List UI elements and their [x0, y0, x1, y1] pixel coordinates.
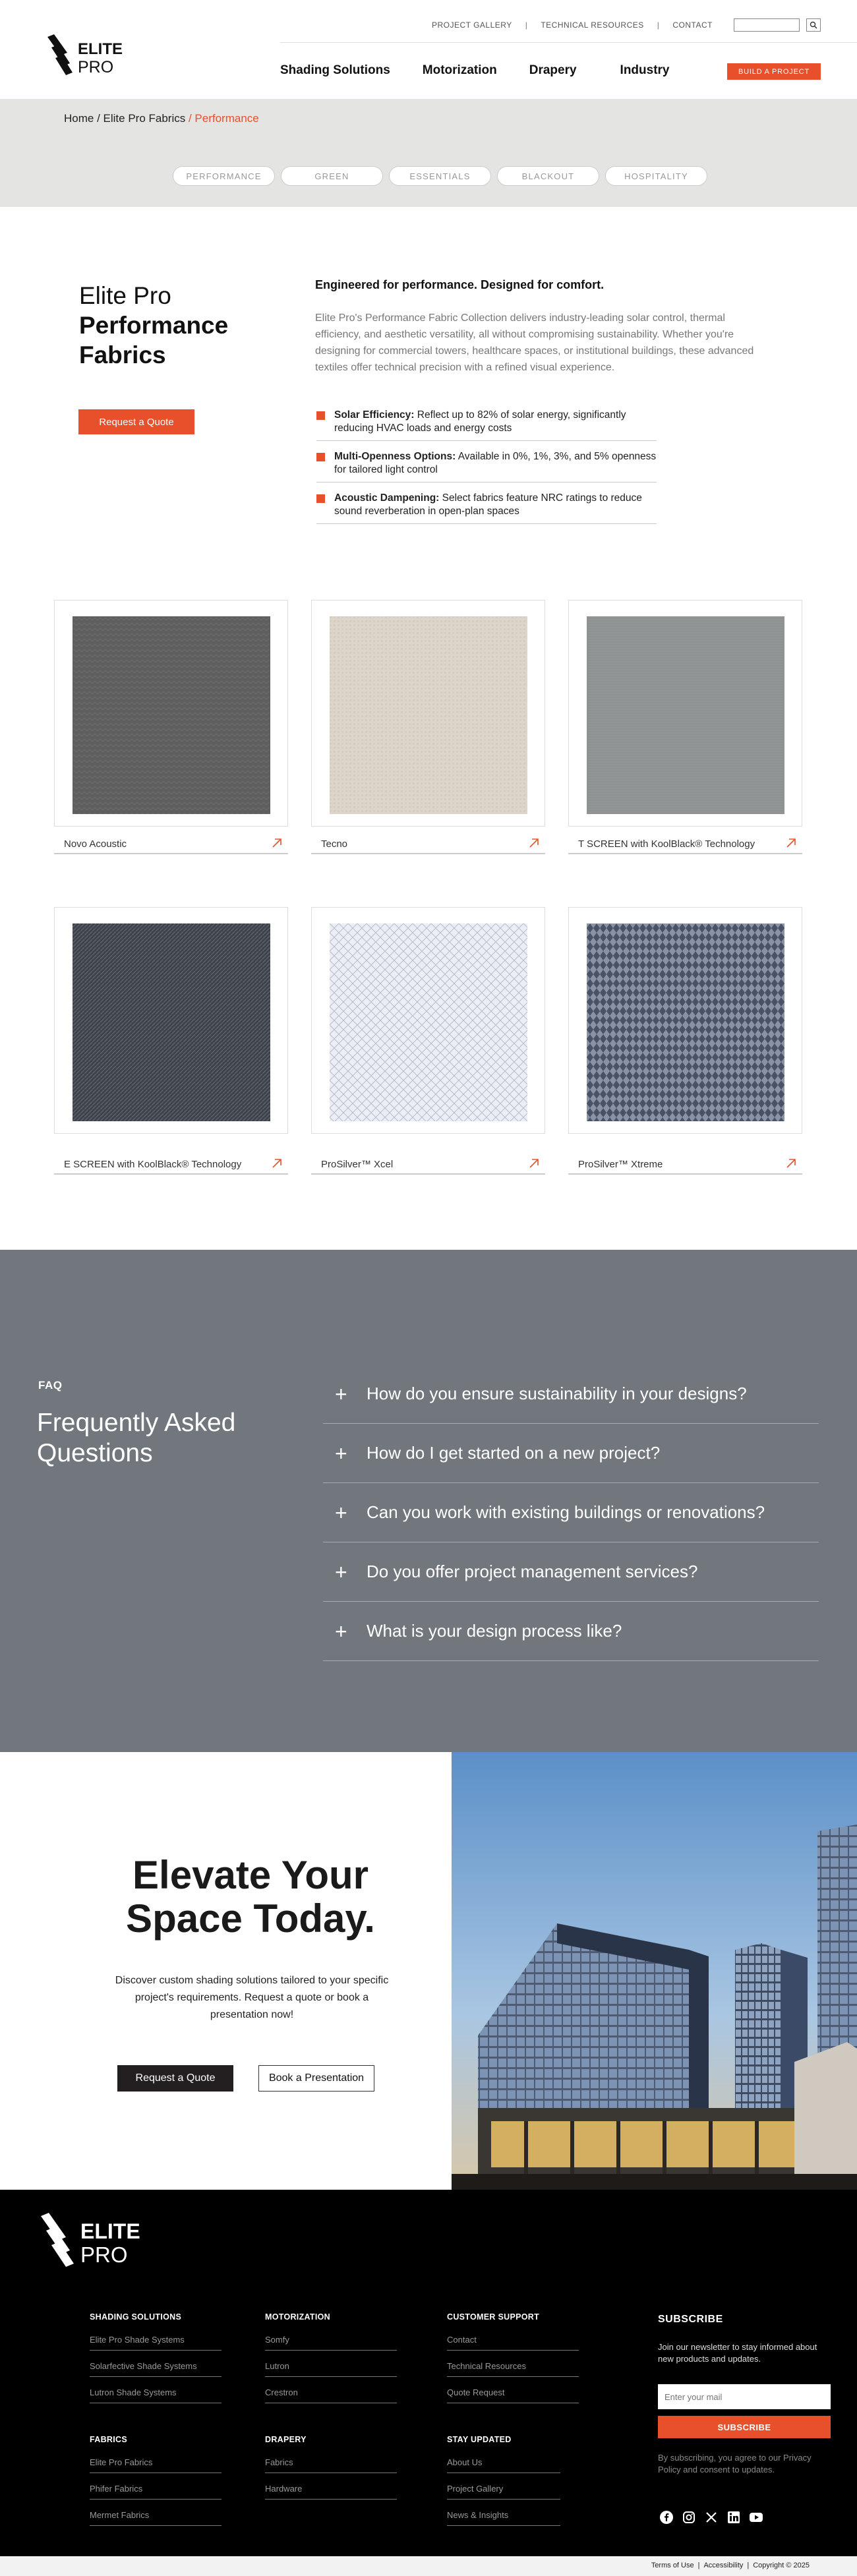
fabric-swatch: [587, 616, 784, 814]
legal-links: [651, 2561, 810, 2569]
feature-text: Available in 0%, 1%, 3%, and 5% openness for tailored light control: [334, 451, 657, 475]
newsletter-email-input[interactable]: [658, 2384, 831, 2409]
product-name: ProSilver™ Xtreme: [578, 1159, 663, 1170]
feature-title: Multi-Openness Options:: [334, 451, 456, 462]
product-name: T SCREEN with KoolBlack® Technology: [578, 838, 755, 850]
faq-title-line: Frequently Asked: [37, 1409, 236, 1437]
footer-link[interactable]: Lutron Shade Systems: [90, 2386, 222, 2403]
product-card[interactable]: [311, 600, 545, 827]
product-link[interactable]: [568, 836, 802, 854]
faq-title-line: Questions: [37, 1439, 153, 1467]
footer-heading: DRAPERY: [265, 2435, 307, 2444]
faq-item[interactable]: [323, 1424, 819, 1483]
nav-industry[interactable]: Industry: [620, 63, 670, 77]
product-card[interactable]: [568, 600, 802, 827]
bullet-square-icon: [316, 411, 325, 420]
page-title: [79, 281, 228, 370]
arrow-up-right-icon: [271, 837, 283, 849]
tab-performance[interactable]: PERFORMANCE: [173, 166, 275, 186]
breadcrumb-separator: /: [185, 112, 195, 125]
search-box: [734, 18, 821, 32]
site-footer: [0, 2190, 857, 2576]
fabric-tabs: [173, 166, 713, 186]
x-icon[interactable]: [704, 2510, 719, 2525]
product-name: Tecno: [321, 838, 348, 850]
footer-heading: MOTORIZATION: [265, 2312, 330, 2322]
separator: |: [697, 2561, 700, 2569]
subscribe-text: Join our newsletter to stay informed about new products and updates.: [658, 2342, 817, 2364]
breadcrumb: [64, 112, 259, 125]
footer-heading: CUSTOMER SUPPORT: [447, 2312, 539, 2322]
plus-icon: +: [335, 1560, 347, 1584]
footer-column-shading: [90, 2312, 222, 2413]
product-link[interactable]: [54, 836, 288, 854]
title-line-bold: Performance: [79, 312, 229, 339]
footer-column-updates: [447, 2435, 560, 2535]
faq-section: [0, 1250, 857, 1752]
feature-item: [316, 407, 657, 441]
breadcrumb-fabrics[interactable]: Elite Pro Fabrics: [103, 112, 186, 125]
nav-shading-solutions[interactable]: Shading Solutions: [280, 63, 390, 77]
cta-title-line: Elevate Your: [133, 1853, 369, 1897]
building-photo: [452, 1752, 857, 2190]
product-card[interactable]: [311, 907, 545, 1134]
terms-link[interactable]: Terms of Use: [651, 2561, 694, 2569]
footer-link[interactable]: Hardware: [265, 2482, 397, 2500]
elite-pro-logo[interactable]: [47, 33, 133, 79]
footer-column-fabrics: [90, 2435, 222, 2535]
cta-title: [92, 1854, 409, 1941]
cta-title-line: Space Today.: [126, 1896, 375, 1941]
svg-text:PRO: PRO: [78, 58, 114, 76]
product-name: Novo Acoustic: [64, 838, 127, 850]
arrow-up-right-icon: [528, 837, 540, 849]
search-icon: [810, 21, 817, 29]
request-quote-button[interactable]: Request a Quote: [117, 2065, 233, 2092]
footer-link[interactable]: Crestron: [265, 2386, 397, 2403]
category-band: [0, 99, 857, 207]
legal-bar: [0, 2556, 857, 2576]
instagram-icon[interactable]: [682, 2510, 696, 2525]
footer-column-motorization: [265, 2312, 397, 2413]
faq-question: How do you ensure sustainability in your designs?: [367, 1384, 747, 1403]
subscribe-button[interactable]: SUBSCRIBE: [658, 2416, 831, 2438]
header-divider: [280, 42, 857, 43]
product-card[interactable]: [54, 600, 288, 827]
product-card[interactable]: [568, 907, 802, 1134]
footer-heading: STAY UPDATED: [447, 2435, 512, 2444]
faq-list: [323, 1364, 819, 1661]
footer-link[interactable]: Elite Pro Shade Systems: [90, 2333, 222, 2351]
feature-item: [316, 490, 657, 524]
intro-headline: Engineered for performance. Designed for comfort.: [315, 278, 605, 291]
intro-description: Elite Pro's Performance Fabric Collection delivers industry-leading solar control, thermal efficiency, and aesthetic versatility, all without compromising sustainability. Whether you're designing for commercial towers, healthcare spaces, or institutional buildings, these advanced textiles offer technical precision with a refined visual experience.: [315, 312, 754, 373]
faq-question: Can you work with existing buildings or renovations?: [367, 1502, 765, 1522]
footer-link[interactable]: Project Gallery: [447, 2482, 560, 2500]
plus-icon: +: [335, 1441, 347, 1465]
nav-motorization[interactable]: Motorization: [422, 63, 497, 77]
svg-text:ELITE: ELITE: [80, 2219, 140, 2243]
subscribe-note: By subscribing, you agree to our Privacy Policy and consent to updates.: [658, 2453, 812, 2474]
footer-link[interactable]: Lutron: [265, 2360, 397, 2377]
build-project-button[interactable]: BUILD A PROJECT: [727, 63, 821, 80]
separator: |: [525, 20, 528, 30]
fabric-swatch: [73, 923, 270, 1121]
title-line-bold: Fabrics: [79, 341, 166, 368]
arrow-up-right-icon: [785, 1157, 797, 1169]
cta-section: [0, 1752, 857, 2190]
separator: |: [747, 2561, 750, 2569]
book-presentation-button[interactable]: Book a Presentation: [258, 2065, 374, 2092]
nav-drapery[interactable]: Drapery: [529, 63, 577, 77]
feature-text: Reflect up to 82% of solar energy, significantly reducing HVAC loads and energy costs: [334, 409, 626, 434]
breadcrumb-separator: /: [94, 112, 103, 125]
accessibility-link[interactable]: Accessibility: [703, 2561, 744, 2569]
feature-list: [316, 407, 657, 532]
footer-link[interactable]: Technical Resources: [447, 2360, 579, 2377]
product-link[interactable]: [568, 1156, 802, 1175]
product-link[interactable]: [54, 1156, 288, 1175]
top-link-contact[interactable]: CONTACT: [672, 20, 713, 30]
plus-icon: +: [335, 1382, 347, 1406]
cta-description: Discover custom shading solutions tailored to your specific project's requirements. Request a quote or book a presentation now!: [115, 1975, 389, 2020]
utility-nav: [432, 18, 821, 32]
tab-essentials[interactable]: ESSENTIALS: [389, 166, 491, 186]
product-name: E SCREEN with KoolBlack® Technology: [64, 1159, 242, 1170]
footer-link[interactable]: Quote Request: [447, 2386, 579, 2403]
top-link-technical-resources[interactable]: TECHNICAL RESOURCES: [541, 20, 644, 30]
copyright-text: Copyright © 2025: [753, 2561, 810, 2569]
breadcrumb-home[interactable]: Home: [64, 112, 94, 125]
plus-icon: +: [335, 1500, 347, 1525]
product-link[interactable]: [311, 1156, 545, 1175]
social-links: [659, 2510, 771, 2525]
youtube-icon[interactable]: [749, 2510, 763, 2525]
footer-link[interactable]: Solarfective Shade Systems: [90, 2360, 222, 2377]
tab-blackout[interactable]: BLACKOUT: [497, 166, 599, 186]
svg-text:ELITE: ELITE: [78, 40, 123, 58]
linkedin-icon[interactable]: [726, 2510, 741, 2525]
plus-icon: +: [335, 1619, 347, 1643]
product-link[interactable]: [311, 836, 545, 854]
fabric-swatch: [587, 923, 784, 1121]
title-line-light: Elite Pro: [79, 282, 171, 309]
footer-link[interactable]: About Us: [447, 2456, 560, 2473]
fabric-swatch: [73, 616, 270, 814]
faq-question: Do you offer project management services?: [367, 1562, 698, 1581]
faq-kicker: FAQ: [38, 1379, 63, 1391]
faq-question: What is your design process like?: [367, 1621, 622, 1641]
feature-title: Solar Efficiency:: [334, 409, 415, 421]
search-input[interactable]: [734, 18, 800, 32]
separator: |: [657, 20, 660, 30]
bullet-square-icon: [316, 494, 325, 503]
breadcrumb-current: Performance: [194, 112, 259, 125]
footer-link[interactable]: Mermet Fabrics: [90, 2509, 222, 2526]
elite-pro-logo[interactable]: [41, 2211, 153, 2270]
footer-link[interactable]: News & Insights: [447, 2509, 560, 2526]
main-nav: [280, 63, 670, 78]
arrow-up-right-icon: [785, 837, 797, 849]
footer-link[interactable]: Phifer Fabrics: [90, 2482, 222, 2500]
arrow-up-right-icon: [271, 1157, 283, 1169]
bullet-square-icon: [316, 453, 325, 461]
faq-title: [37, 1408, 235, 1469]
faq-item[interactable]: [323, 1602, 819, 1661]
facebook-icon[interactable]: [659, 2510, 674, 2525]
faq-item[interactable]: [323, 1542, 819, 1602]
footer-link[interactable]: Fabrics: [265, 2456, 397, 2473]
footer-heading: FABRICS: [90, 2435, 127, 2444]
arrow-up-right-icon: [528, 1157, 540, 1169]
tab-hospitality[interactable]: HOSPITALITY: [605, 166, 707, 186]
feature-text: Select fabrics feature NRC ratings to reduce sound reverberation in open-plan spaces: [334, 492, 642, 517]
footer-column-drapery: [265, 2435, 397, 2509]
feature-title: Acoustic Dampening:: [334, 492, 440, 504]
fabric-swatch: [330, 616, 527, 814]
footer-column-support: [447, 2312, 579, 2413]
request-quote-button[interactable]: Request a Quote: [78, 409, 194, 434]
footer-link[interactable]: Somfy: [265, 2333, 397, 2351]
faq-item[interactable]: [323, 1483, 819, 1542]
product-card[interactable]: [54, 907, 288, 1134]
subscribe-heading: SUBSCRIBE: [658, 2314, 723, 2325]
svg-text:PRO: PRO: [80, 2242, 128, 2267]
faq-item[interactable]: [323, 1364, 819, 1424]
faq-question: How do I get started on a new project?: [367, 1443, 661, 1463]
site-header: [0, 0, 857, 99]
footer-heading: SHADING SOLUTIONS: [90, 2312, 182, 2322]
search-button[interactable]: [806, 18, 821, 32]
fabric-swatch: [330, 923, 527, 1121]
footer-link[interactable]: Elite Pro Fabrics: [90, 2456, 222, 2473]
tab-green[interactable]: GREEN: [281, 166, 383, 186]
product-name: ProSilver™ Xcel: [321, 1159, 394, 1170]
footer-link[interactable]: Contact: [447, 2333, 579, 2351]
feature-item: [316, 449, 657, 483]
top-link-project-gallery[interactable]: PROJECT GALLERY: [431, 20, 512, 30]
